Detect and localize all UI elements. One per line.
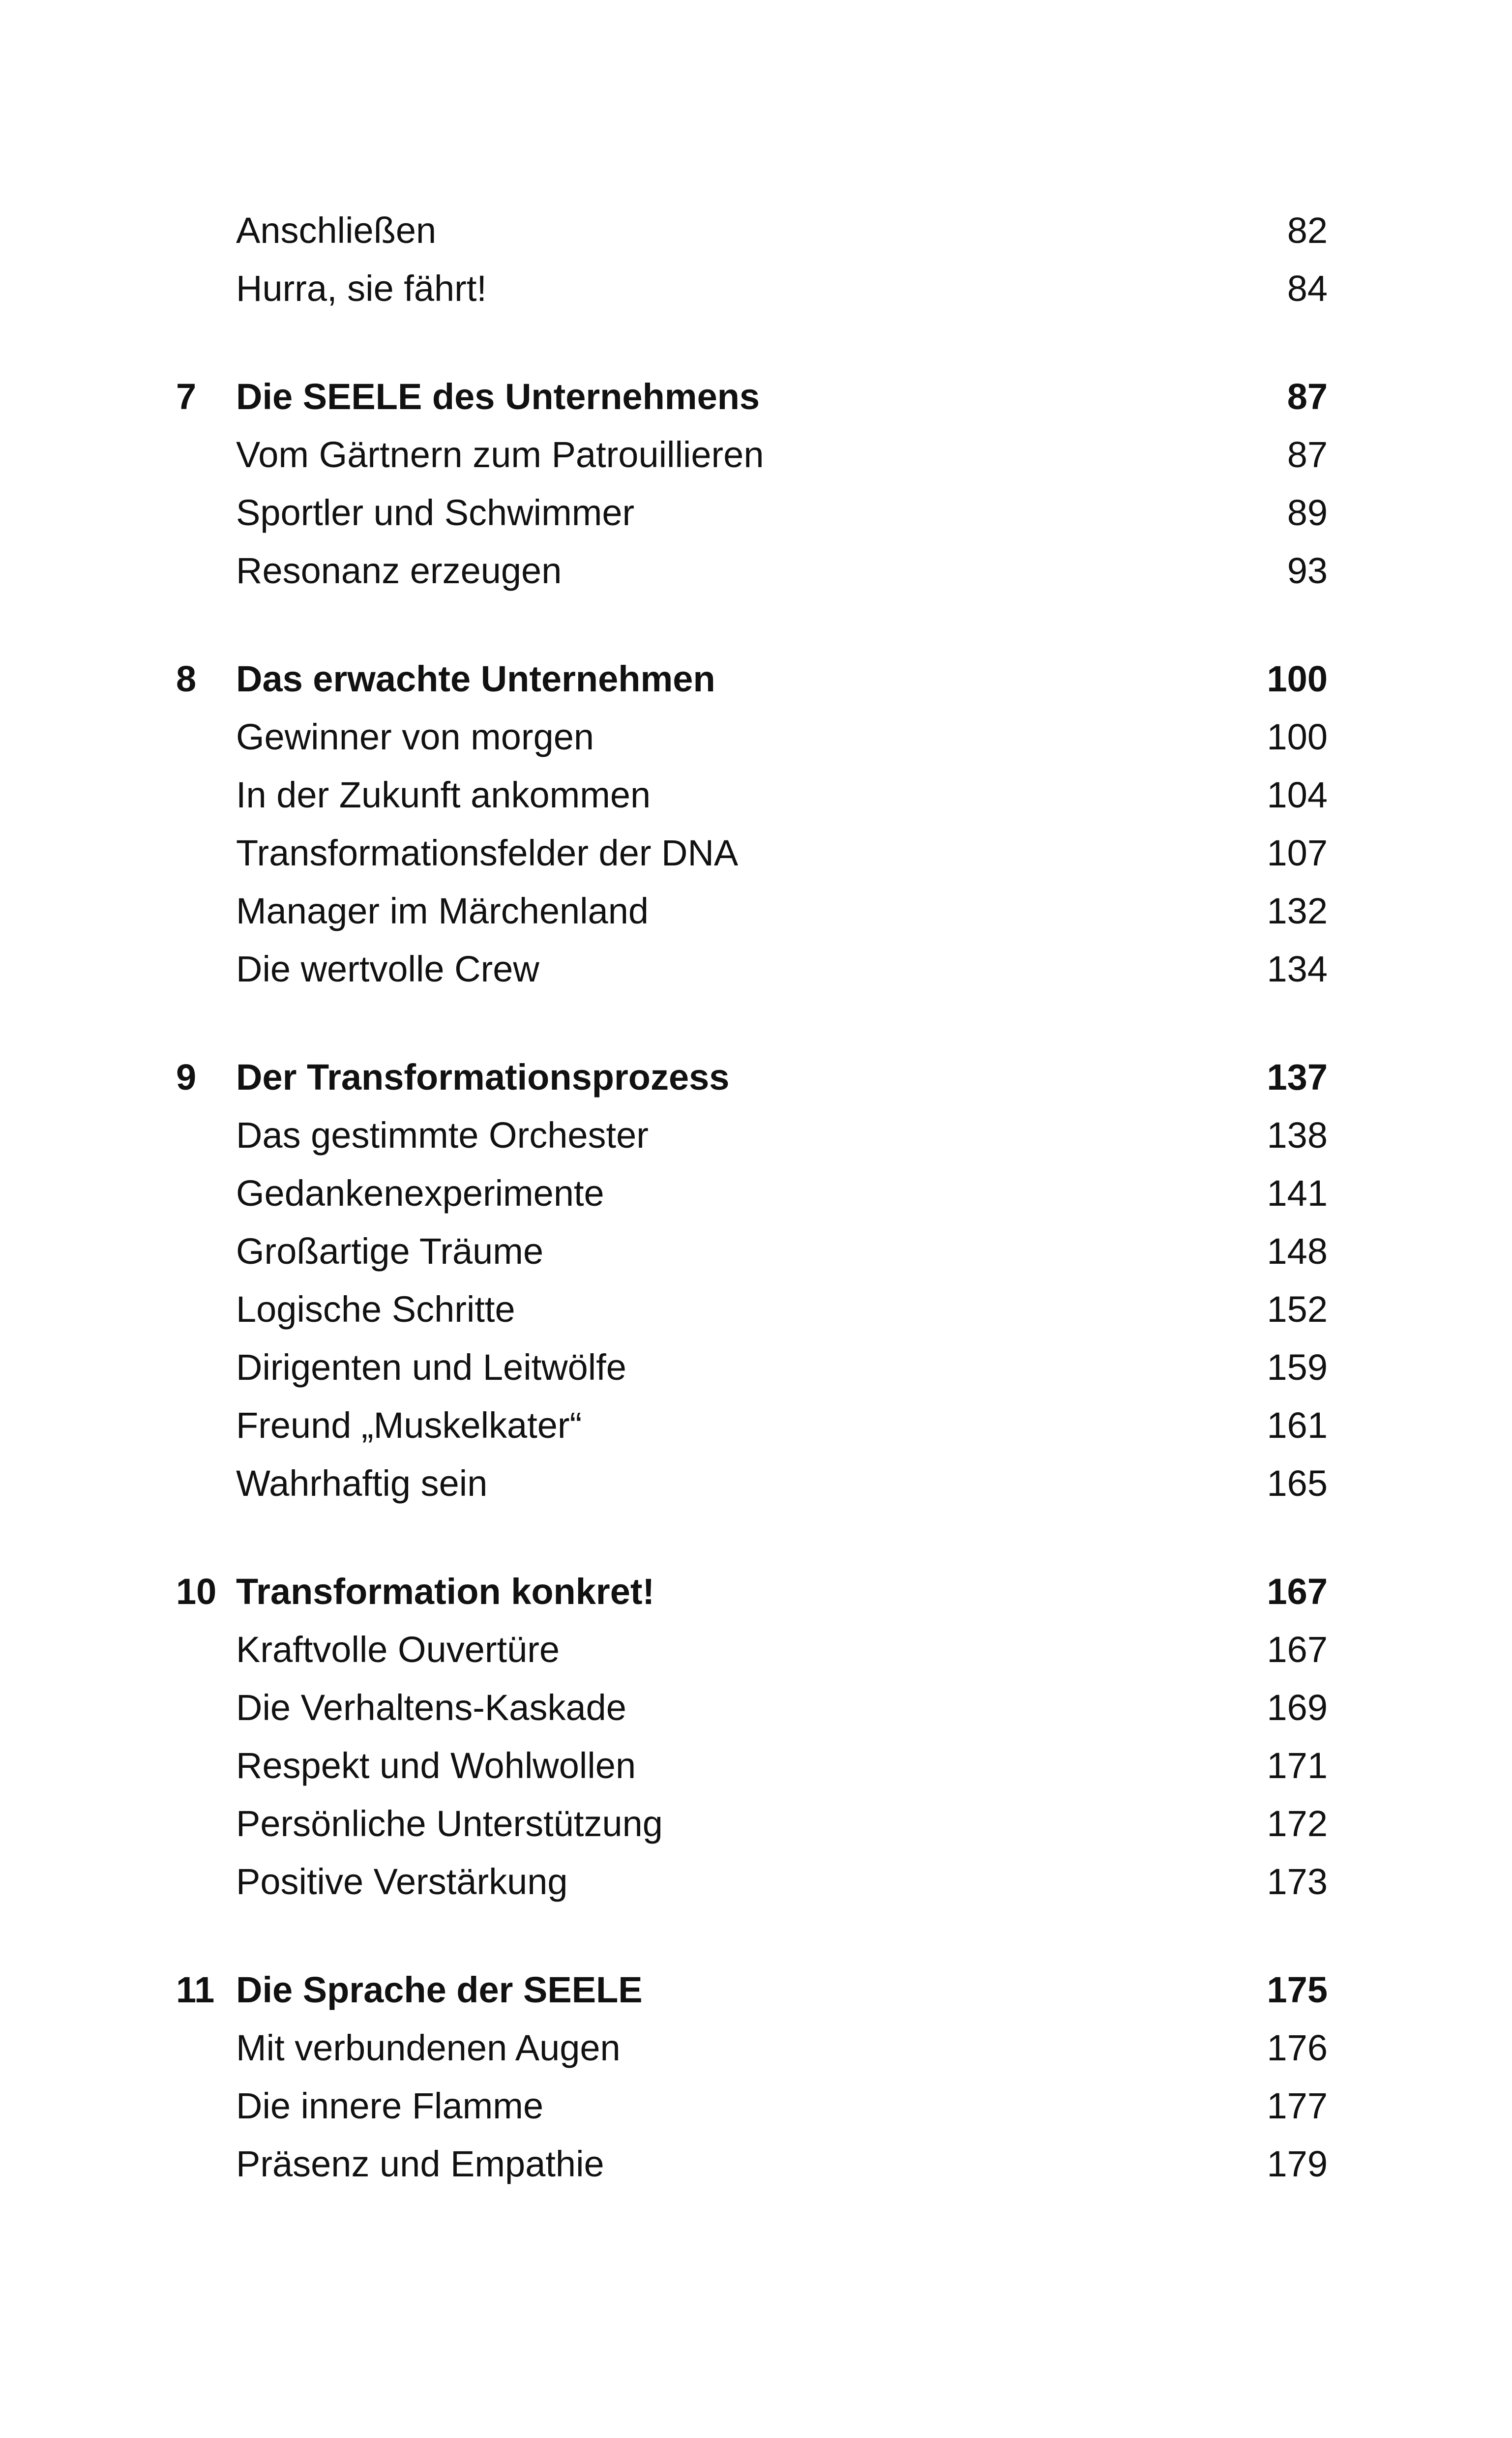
chapter-title: Die SEELE des Unternehmens <box>236 376 760 417</box>
toc-entry-row <box>0 542 1512 600</box>
toc-entry-row <box>0 260 1512 318</box>
chapter-number: 9 <box>176 1057 197 1098</box>
toc-entry-row <box>0 1106 1512 1164</box>
entry-title: Persönliche Unterstützung <box>236 1803 663 1844</box>
toc-entry-row <box>0 1338 1512 1397</box>
chapter-number: 10 <box>176 1571 217 1612</box>
page-number: 161 <box>1267 1405 1328 1446</box>
page-number: 137 <box>1267 1057 1328 1098</box>
page-number: 167 <box>1267 1629 1328 1670</box>
page-number: 148 <box>1267 1231 1328 1272</box>
entry-title: Transformationsfelder der DNA <box>236 832 739 873</box>
toc-entry-row <box>0 1679 1512 1737</box>
entry-title: Mit verbundenen Augen <box>236 2027 621 2068</box>
toc-chapter-row <box>0 368 1512 426</box>
entry-title: Die wertvolle Crew <box>236 949 539 989</box>
entry-title: Wahrhaftig sein <box>236 1463 488 1504</box>
entry-title: Das gestimmte Orchester <box>236 1115 649 1156</box>
entry-title: Vom Gärtnern zum Patrouillieren <box>236 434 764 475</box>
page-number: 172 <box>1267 1803 1328 1844</box>
entry-title: Großartige Träume <box>236 1231 544 1272</box>
page-number: 82 <box>1287 210 1328 251</box>
entry-title: In der Zukunft ankommen <box>236 774 651 815</box>
toc-entry-row <box>0 766 1512 824</box>
chapter-number: 11 <box>176 1969 215 2010</box>
page-number: 89 <box>1287 492 1328 533</box>
toc-entry-row <box>0 1455 1512 1513</box>
page-number: 100 <box>1267 716 1328 757</box>
page-number: 165 <box>1267 1463 1328 1504</box>
page-number: 138 <box>1267 1115 1328 1156</box>
toc-entry-row <box>0 1621 1512 1679</box>
toc-entry-row <box>0 1795 1512 1853</box>
entry-title: Freund „Muskelkater“ <box>236 1405 582 1446</box>
page-number: 132 <box>1267 891 1328 931</box>
entry-title: Respekt und Wohlwollen <box>236 1745 636 1786</box>
toc-chapter-row <box>0 1961 1512 2019</box>
entry-title: Anschließen <box>236 210 437 251</box>
page-number: 171 <box>1267 1745 1328 1786</box>
page-number: 177 <box>1267 2085 1328 2126</box>
toc-entry-row <box>0 708 1512 766</box>
page-number: 179 <box>1267 2143 1328 2184</box>
page-number: 176 <box>1267 2027 1328 2068</box>
page-number: 107 <box>1267 832 1328 873</box>
entry-title: Kraftvolle Ouvertüre <box>236 1629 560 1670</box>
page-number: 93 <box>1287 550 1328 591</box>
page-number: 134 <box>1267 949 1328 989</box>
page-number: 152 <box>1267 1289 1328 1330</box>
page-number: 159 <box>1267 1347 1328 1388</box>
entry-title: Sportler und Schwimmer <box>236 492 635 533</box>
toc-entry-row <box>0 1737 1512 1795</box>
toc-entry-row <box>0 2019 1512 2077</box>
chapter-title: Transformation konkret! <box>236 1571 655 1612</box>
toc-entry-row <box>0 1164 1512 1222</box>
page-number: 84 <box>1287 268 1328 309</box>
toc-chapter-row <box>0 1048 1512 1106</box>
toc-entry-row <box>0 1280 1512 1338</box>
toc-entry-row <box>0 426 1512 484</box>
page-number: 100 <box>1267 658 1328 699</box>
chapter-title: Das erwachte Unternehmen <box>236 658 715 699</box>
entry-title: Die innere Flamme <box>236 2085 544 2126</box>
entry-title: Hurra, sie fährt! <box>236 268 487 309</box>
toc-entry-row <box>0 1397 1512 1455</box>
page-number: 175 <box>1267 1969 1328 2010</box>
toc-entry-row <box>0 1222 1512 1280</box>
page-number: 169 <box>1267 1687 1328 1728</box>
chapter-title: Der Transformationsprozess <box>236 1057 730 1098</box>
entry-title: Die Verhaltens-Kaskade <box>236 1687 626 1728</box>
toc-entry-row <box>0 484 1512 542</box>
entry-title: Gedankenexperimente <box>236 1173 604 1214</box>
page-number: 104 <box>1267 774 1328 815</box>
entry-title: Positive Verstärkung <box>236 1861 568 1902</box>
toc-entry-row <box>0 940 1512 998</box>
chapter-title: Die Sprache der SEELE <box>236 1969 643 2010</box>
toc-entry-row <box>0 2135 1512 2193</box>
entry-title: Manager im Märchenland <box>236 891 649 931</box>
chapter-number: 8 <box>176 658 197 699</box>
page-number: 87 <box>1287 376 1328 417</box>
chapter-number: 7 <box>176 376 197 417</box>
toc-entry-row <box>0 202 1512 260</box>
entry-title: Dirigenten und Leitwölfe <box>236 1347 626 1388</box>
entry-title: Gewinner von morgen <box>236 716 594 757</box>
entry-title: Resonanz erzeugen <box>236 550 562 591</box>
entry-title: Präsenz und Empathie <box>236 2143 604 2184</box>
toc-entry-row <box>0 2077 1512 2135</box>
page-number: 167 <box>1267 1571 1328 1612</box>
toc-entry-row <box>0 1853 1512 1911</box>
page-number: 141 <box>1267 1173 1328 1214</box>
entry-title: Logische Schritte <box>236 1289 515 1330</box>
toc-entry-row <box>0 824 1512 882</box>
page-number: 173 <box>1267 1861 1328 1902</box>
toc-chapter-row <box>0 650 1512 708</box>
page-number: 87 <box>1287 434 1328 475</box>
toc-entry-row <box>0 882 1512 940</box>
toc-chapter-row <box>0 1563 1512 1621</box>
